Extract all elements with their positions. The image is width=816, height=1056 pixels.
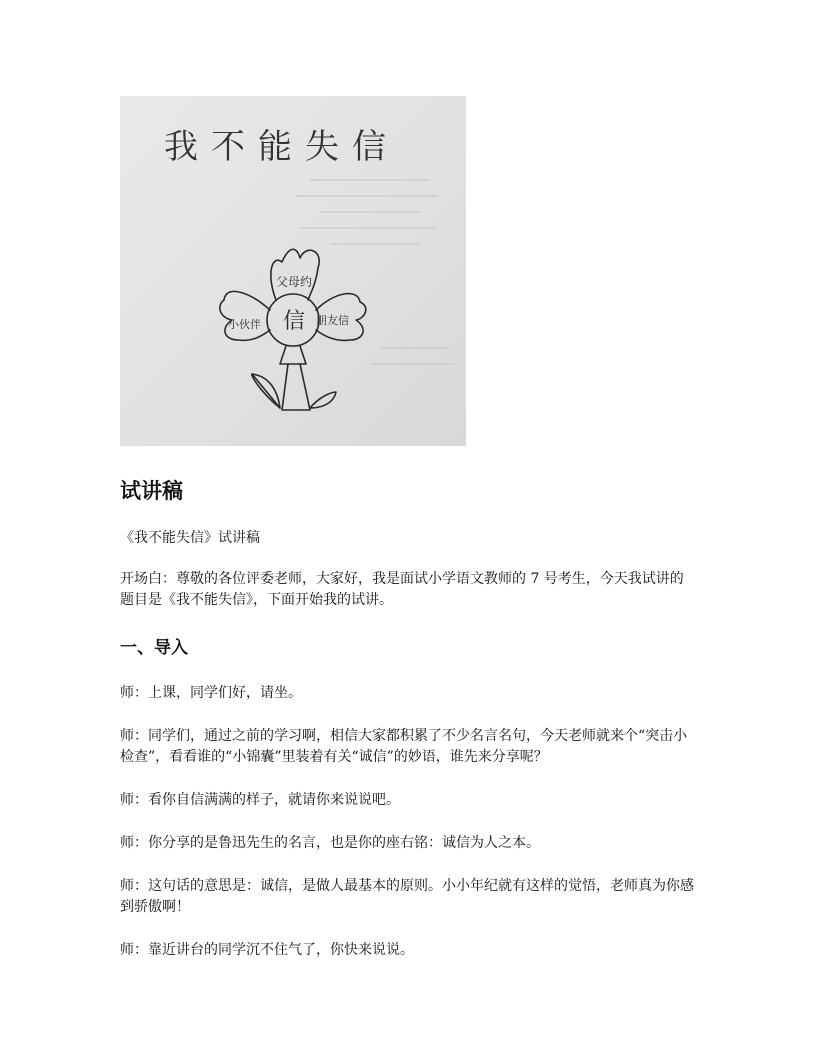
petal-label-top: 父母约 bbox=[276, 275, 313, 289]
paragraph: 师：靠近讲台的同学沉不住气了，你快来说说。 bbox=[120, 942, 414, 958]
intro-paragraph: 开场白：尊敬的各位评委老师，大家好，我是面试小学语文教师的 7 号考生，今天我试讲的题目是《我不能失信》，下面开始我的试讲。 bbox=[120, 571, 684, 608]
handwritten-title: 我不能失信 bbox=[164, 127, 399, 167]
petal-label-left: 小伙伴 bbox=[228, 318, 261, 331]
handwritten-flower-photo bbox=[120, 96, 466, 446]
document-subtitle: 《我不能失信》试讲稿 bbox=[120, 530, 260, 546]
paragraph: 师：看你自信满满的样子，就请你来说说吧。 bbox=[120, 792, 400, 808]
petal-label-right: 朋友信 bbox=[316, 314, 349, 327]
center-character: 信 bbox=[283, 309, 306, 334]
paragraph: 师：你分享的是鲁迅先生的名言，也是你的座右铭：诚信为人之本。 bbox=[120, 835, 540, 851]
paragraph: 师：上课，同学们好，请坐。 bbox=[120, 685, 302, 701]
document-page bbox=[120, 96, 696, 961]
paragraph: 师：这句话的意思是：诚信，是做人最基本的原则。小小年纪就有这样的觉悟，老师真为你感到骄傲啊！ bbox=[120, 878, 694, 915]
paragraph: 师：同学们，通过之前的学习啊，相信大家都积累了不少名言名句，今天老师就来个“突击小检查”，看看谁的“小锦囊”里装着有关“诚信”的妙语，谁先来分享呢？ bbox=[120, 728, 688, 765]
section-heading-1: 一、导入 bbox=[120, 638, 188, 658]
document-heading: 试讲稿 bbox=[120, 479, 183, 503]
